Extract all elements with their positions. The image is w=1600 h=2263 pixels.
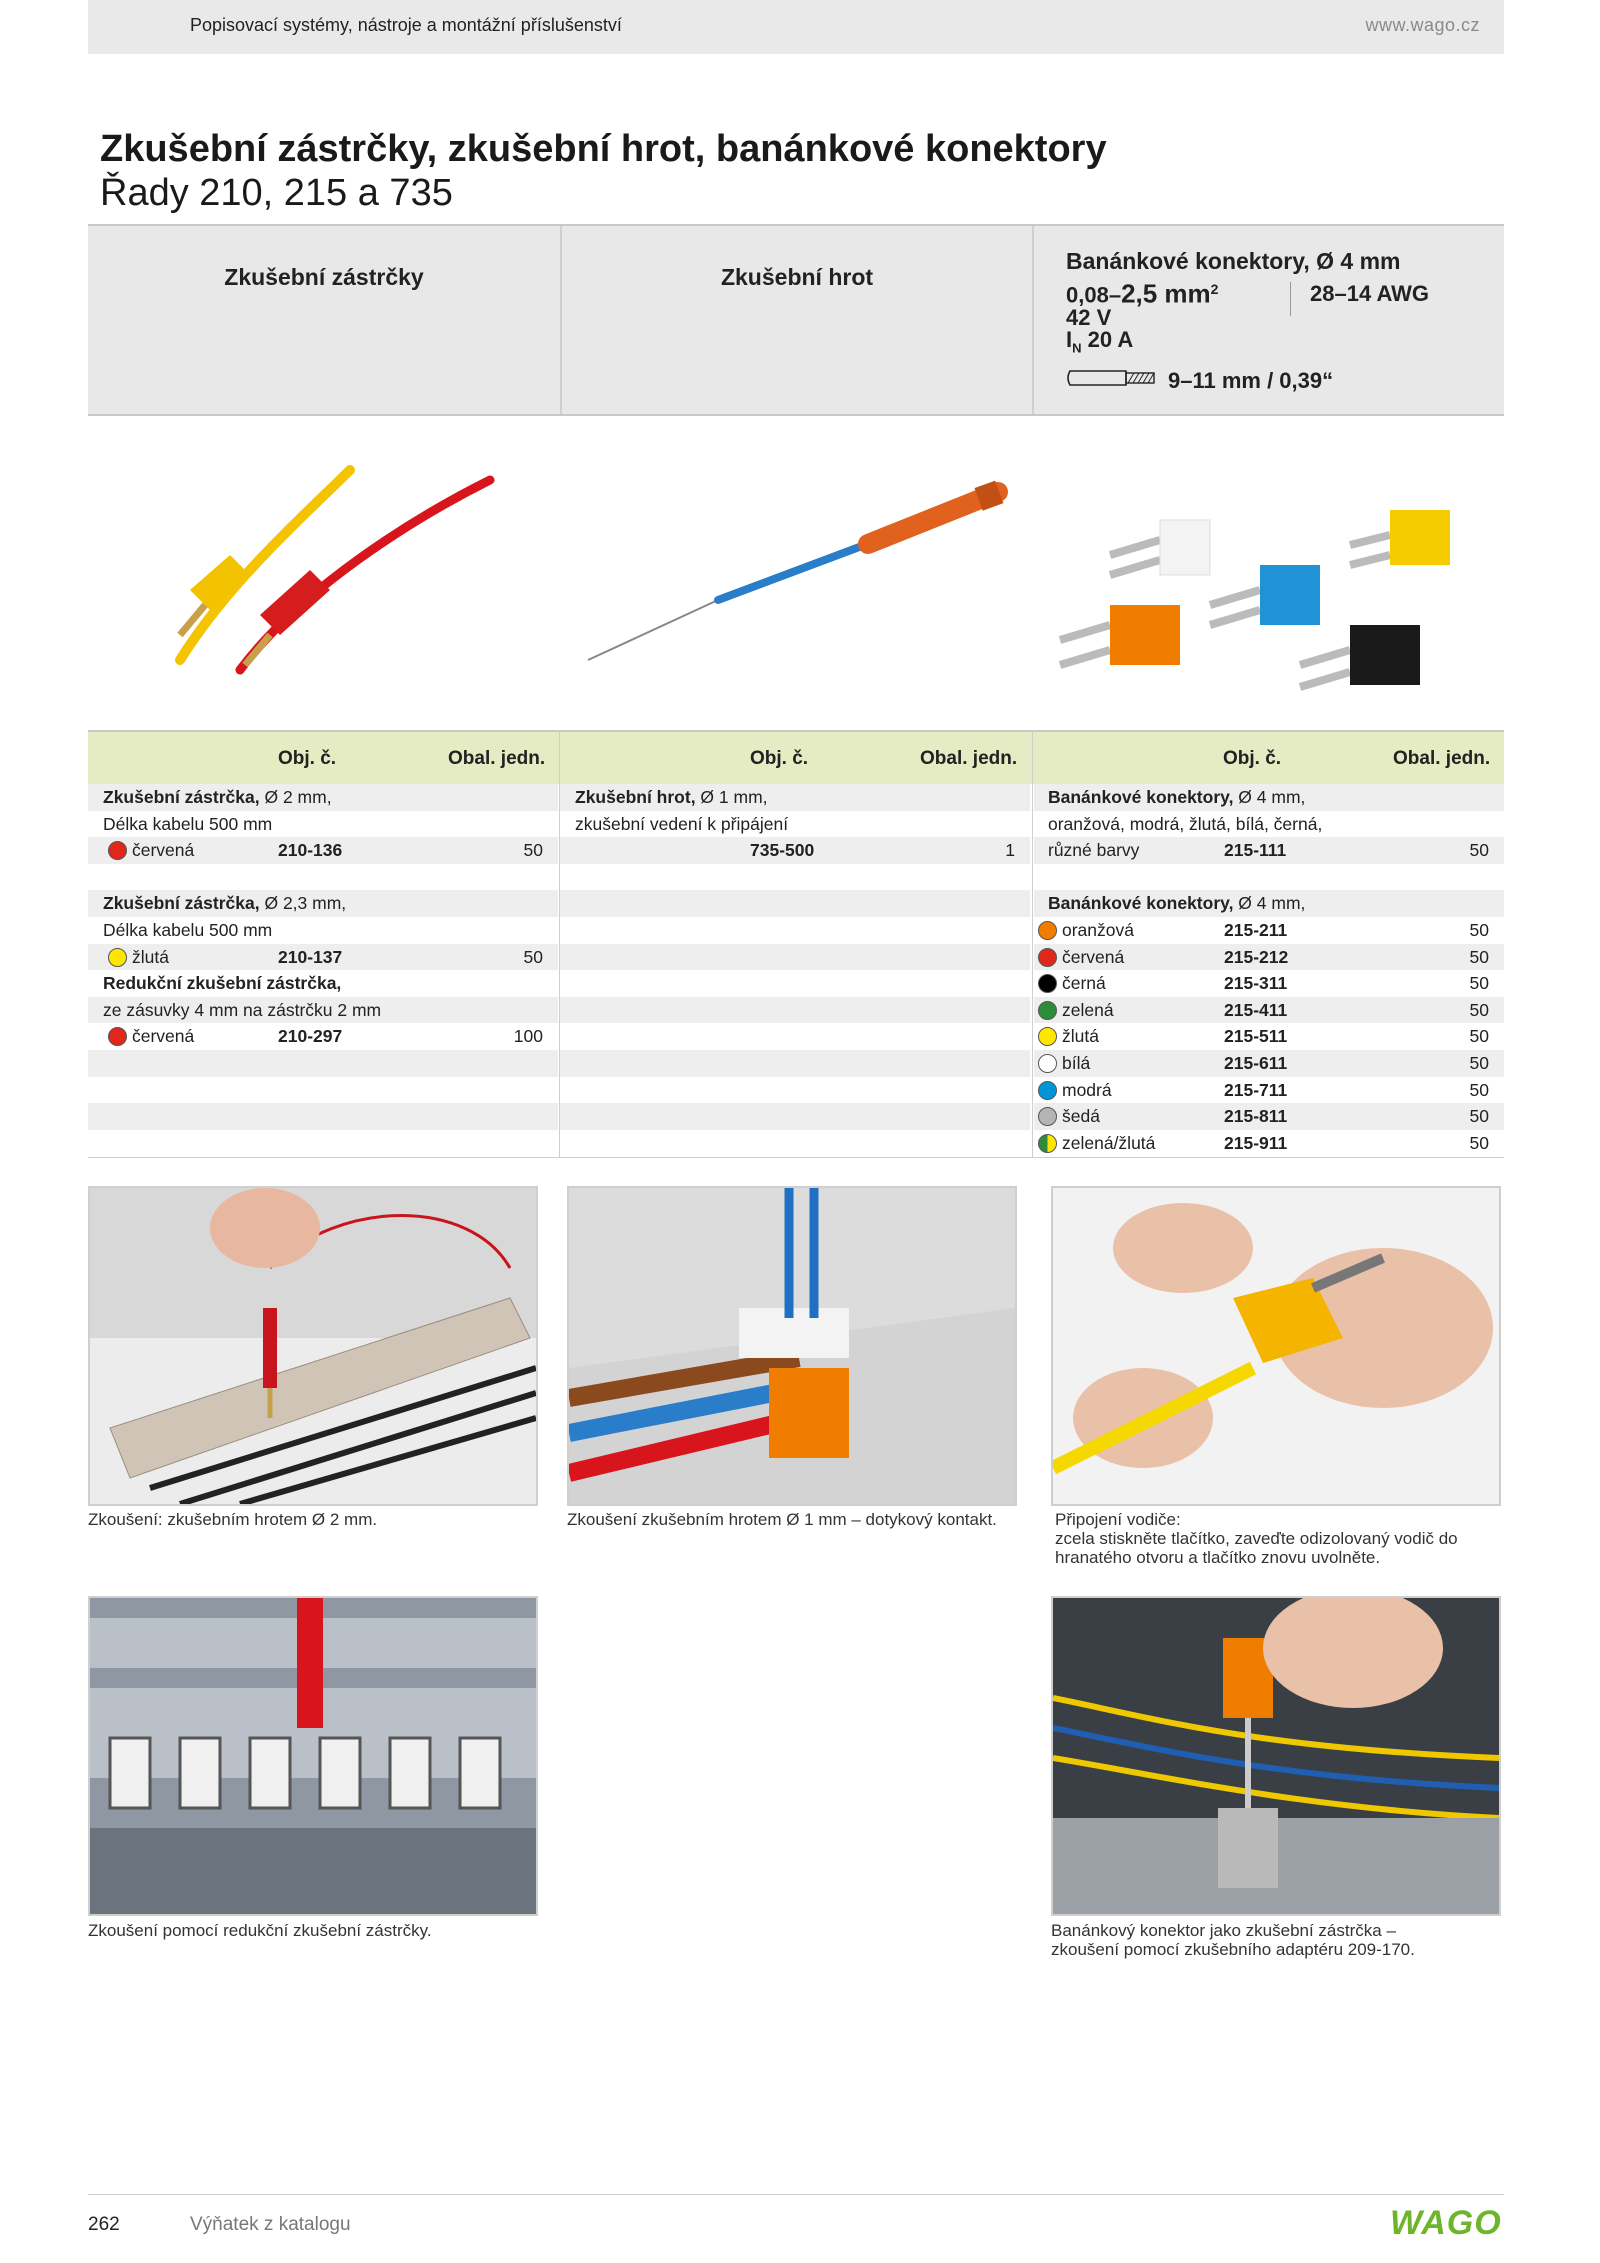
header-col-test-plugs	[88, 226, 560, 414]
table-row: modrá 215-711 50	[1034, 1077, 1504, 1104]
table-row: žlutá 215-511 50	[1034, 1023, 1504, 1050]
cross-section-spec	[1066, 278, 1219, 309]
table-row	[88, 864, 558, 891]
table-row: žlutá 210-137 50	[88, 944, 558, 971]
current-sub: N	[1072, 340, 1082, 356]
banana-connectors-photo	[1050, 465, 1500, 715]
caption-3	[1055, 1510, 1458, 1567]
table-row	[560, 970, 1030, 997]
table-row	[1034, 864, 1504, 891]
column-divider	[1032, 730, 1033, 1158]
table-row	[560, 864, 1030, 891]
table-row: oranžová 215-211 50	[1034, 917, 1504, 944]
application-photo-test-plug-2mm	[88, 1186, 538, 1506]
current-value: 20 A	[1087, 327, 1134, 352]
table-row: zkušební vedení k připájení	[575, 813, 789, 834]
table-row: Délka kabelu 500 mm	[103, 813, 273, 834]
section-title: Popisovací systémy, nástroje a montážní příslušenství	[190, 15, 622, 35]
application-photo-wire-connection	[1051, 1186, 1501, 1506]
table-header	[88, 730, 1504, 784]
table-row	[88, 1050, 558, 1077]
table-row: různé barvy 215-111 50	[1034, 837, 1504, 864]
table-row: oranžová, modrá, žlutá, bílá, černá,	[1048, 813, 1323, 834]
caption-2: Zkoušení zkušebním hrotem Ø 1 mm – dotykový kontakt.	[567, 1510, 997, 1529]
spec-divider	[1290, 282, 1291, 316]
table-row: zelená 215-411 50	[1034, 997, 1504, 1024]
caption-3-line-3: hranatého otvoru a tlačítko znovu uvolněte.	[1055, 1548, 1381, 1567]
page-subtitle: Řady 210, 215 a 735	[100, 172, 453, 214]
caption-1: Zkoušení: zkušebním hrotem Ø 2 mm.	[88, 1510, 378, 1529]
table-row: Banánkové konektory, Ø 4 mm,	[1034, 784, 1504, 811]
table-row	[560, 1050, 1030, 1077]
table-row: červená 210-297 100	[88, 1023, 558, 1050]
table-row: zelená/žlutá 215-911 50	[1034, 1130, 1504, 1157]
cross-value: 2,5 mm	[1121, 278, 1211, 309]
table-row	[560, 1130, 1030, 1157]
table-row	[560, 890, 1030, 917]
page-title: Zkušební zástrčky, zkušební hrot, banánkové konektory	[100, 128, 1107, 170]
black-color-dot	[1038, 974, 1057, 993]
banana-spec-title: Banánkové konektory, Ø 4 mm	[1066, 248, 1401, 274]
cross-sup: 2	[1210, 281, 1219, 297]
current-symbol: I	[1066, 327, 1073, 352]
col2-header-order: Obj. č.	[750, 748, 809, 769]
table-row	[560, 917, 1030, 944]
header-label-test-probe: Zkušební hrot	[720, 264, 874, 290]
header-label-test-plugs: Zkušební zástrčky	[224, 264, 424, 290]
table-row: Zkušební zástrčka, Ø 2,3 mm,	[88, 890, 558, 917]
caption-4: Zkoušení pomocí redukční zkušební zástrčky.	[88, 1921, 432, 1940]
col1-header-pack: Obal. jedn.	[448, 748, 546, 769]
yellow-color-dot	[1038, 1027, 1057, 1046]
table-row: Redukční zkušební zástrčka,	[103, 973, 342, 994]
table-row	[560, 997, 1030, 1024]
current-spec	[1066, 328, 1133, 359]
white-color-dot	[1038, 1054, 1057, 1073]
table-row	[88, 1103, 558, 1130]
caption-5-line-1: Banánkový konektor jako zkušební zástrčka –	[1051, 1921, 1396, 1940]
table-row: šedá 215-811 50	[1034, 1103, 1504, 1130]
table-row: 735-500 1	[560, 837, 1030, 864]
awg-spec: 28–14 AWG	[1310, 281, 1430, 306]
table-row: Zkušební hrot, Ø 1 mm,	[560, 784, 1030, 811]
table-bottom-line	[88, 1157, 1504, 1158]
col3-header-pack: Obal. jedn.	[1393, 748, 1491, 769]
col3-header-order: Obj. č.	[1223, 748, 1282, 769]
website-link[interactable]: www.wago.cz	[1365, 15, 1480, 35]
caption-3-line-1: Připojení vodiče:	[1055, 1510, 1181, 1529]
table-row: červená 215-212 50	[1034, 944, 1504, 971]
voltage-spec: 42 V	[1066, 305, 1112, 330]
table-row	[560, 1023, 1030, 1050]
product-header-grid	[88, 224, 1504, 416]
caption-5-line-2: zkoušení pomocí zkušebního adaptéru 209-170.	[1051, 1940, 1415, 1959]
table-row	[560, 944, 1030, 971]
application-photo-test-probe-1mm	[567, 1186, 1017, 1506]
table-row: Délka kabelu 500 mm	[103, 920, 273, 940]
table-row: ze zásuvky 4 mm na zástrčku 2 mm	[88, 997, 558, 1024]
col2-header-pack: Obal. jedn.	[920, 748, 1018, 769]
table-row	[560, 1077, 1030, 1104]
grey-color-dot	[1038, 1107, 1057, 1126]
header-col-test-probe	[562, 226, 1032, 414]
application-photo-banana-adapter	[1051, 1596, 1501, 1916]
test-probe-photo	[578, 470, 1018, 680]
table-row: bílá 215-611 50	[1034, 1050, 1504, 1077]
orange-color-dot	[1038, 921, 1057, 940]
yellow-color-dot	[108, 948, 127, 967]
test-plugs-photo	[150, 440, 510, 690]
footer-label: Výňatek z katalogu	[190, 2214, 351, 2235]
strip-length-icon	[1066, 368, 1158, 388]
caption-3-line-2: zcela stiskněte tlačítko, zaveďte odizolovaný vodič do	[1055, 1529, 1458, 1548]
header-col-banana	[1034, 226, 1504, 414]
red-color-dot	[108, 1027, 127, 1046]
application-photo-reducing-plug	[88, 1596, 538, 1916]
table-row	[88, 1130, 558, 1157]
header-bar	[88, 0, 1504, 54]
table-row: červená 210-136 50	[88, 837, 558, 864]
blue-color-dot	[1038, 1081, 1057, 1100]
caption-5	[1051, 1921, 1415, 1959]
table-row: černá 215-311 50	[1034, 970, 1504, 997]
green-yellow-color-dot	[1038, 1134, 1057, 1153]
strip-length-spec: 9–11 mm / 0,39“	[1168, 368, 1334, 393]
table-row: Zkušební zástrčka, Ø 2 mm,	[88, 784, 558, 811]
wago-logo: WAGO	[1390, 2204, 1502, 2242]
footer-rule	[88, 2194, 1504, 2195]
red-color-dot	[108, 841, 127, 860]
table-row: Banánkové konektory, Ø 4 mm,	[1034, 890, 1504, 917]
table-row	[560, 1103, 1030, 1130]
column-divider	[559, 730, 560, 1158]
col1-header-order: Obj. č.	[278, 748, 337, 769]
table-row	[88, 1077, 558, 1104]
green-color-dot	[1038, 1001, 1057, 1020]
page-number: 262	[88, 2214, 120, 2235]
red-color-dot	[1038, 948, 1057, 967]
cross-prefix: 0,08–	[1066, 282, 1122, 308]
